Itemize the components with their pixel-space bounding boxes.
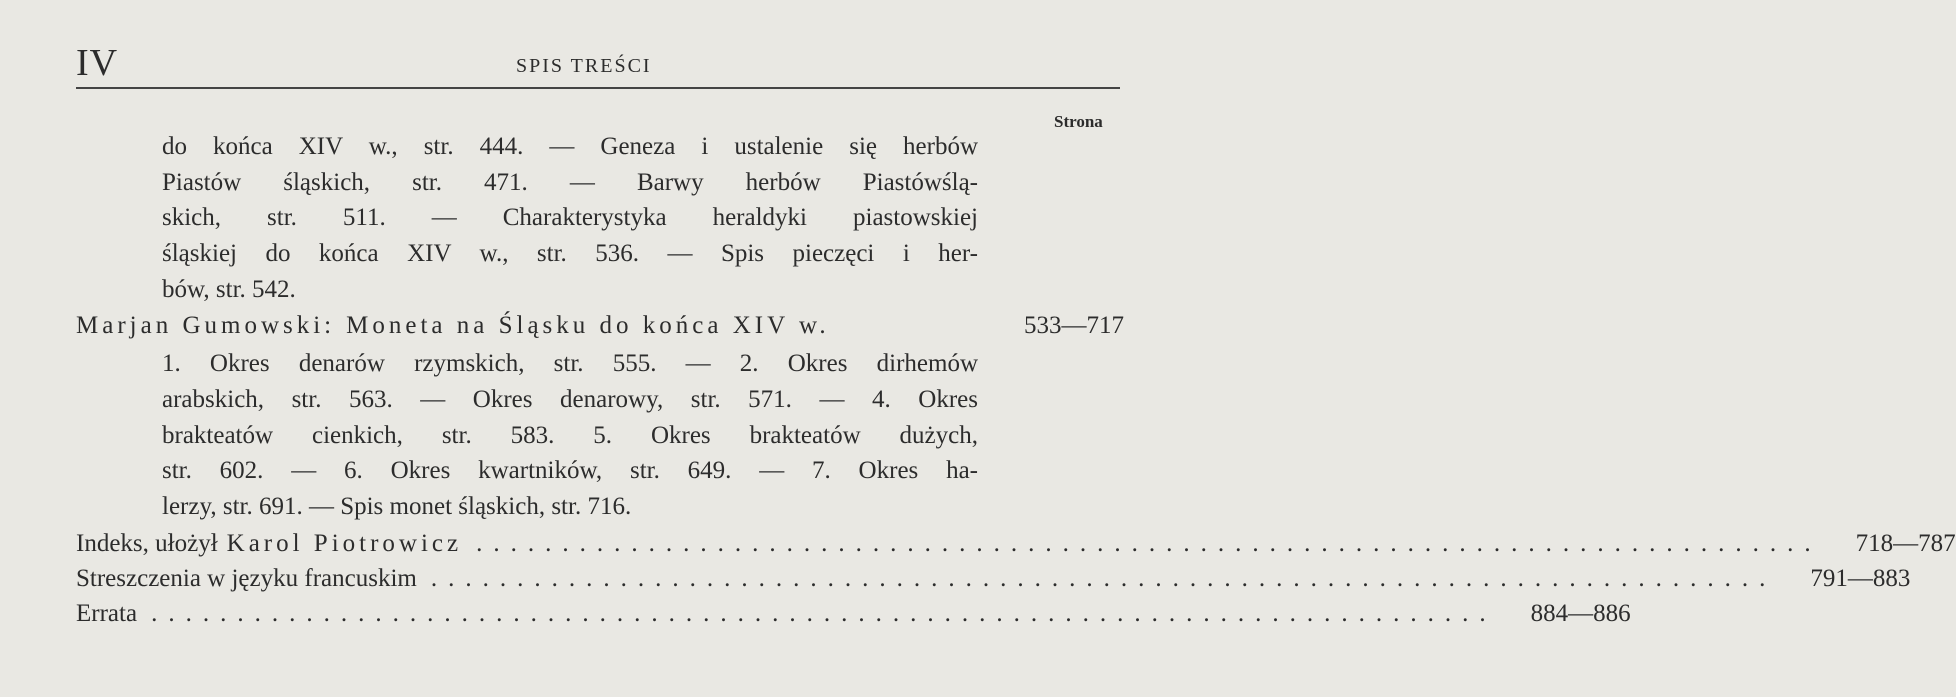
dot-leader: .............................................................................. (430, 565, 1777, 592)
entry-title-name: Karol Piotrowicz (226, 530, 463, 557)
continuation-line: śląskiej do końca XIV w., str. 536. — Spis pieczęci i her- (162, 240, 978, 267)
dot-leader: .............................................................................. (151, 600, 1497, 627)
continuation-line: bów, str. 542. (162, 276, 296, 303)
continuation-line: skich, str. 511. — Charakterystyka heraldyki piastowskiej (162, 204, 978, 231)
toc-entry-errata (76, 600, 1631, 633)
toc-entry-summaries (76, 565, 1911, 598)
entry-pages: 718—787 (1855, 530, 1956, 557)
entry-title: Errata (76, 600, 138, 627)
continuation-line: do końca XIV w., str. 444. — Geneza i ustalenie się herbów (162, 133, 978, 160)
entry-pages: 533—717 (1024, 312, 1124, 339)
entry-detail-line: brakteatów cienkich, str. 583. 5. Okres brakteatów dużych, (162, 422, 978, 449)
header-rule (76, 87, 1120, 89)
toc-entry-gumowski (76, 313, 1124, 345)
dot-leader: .............................................................................. (476, 530, 1822, 557)
continuation-line: Piastów śląskich, str. 471. — Barwy herbów Piastówślą- (162, 169, 978, 196)
entry-pages: 791—883 (1810, 565, 1911, 592)
entry-title: Moneta na Śląsku do końca XIV w. (346, 312, 830, 339)
entry-detail-line: 1. Okres denarów rzymskich, str. 555. — 2. Okres dirhemów (162, 350, 978, 377)
entry-detail-line: lerzy, str. 691. — Spis monet śląskich, str. 716. (162, 493, 632, 520)
running-head: SPIS TREŚCI (516, 55, 652, 77)
entry-detail-line: str. 602. — 6. Okres kwartników, str. 649. — 7. Okres ha- (162, 457, 978, 484)
toc-entry-index (76, 530, 1956, 563)
column-header-page: Strona (1054, 112, 1103, 131)
entry-detail-line: arabskich, str. 563. — Okres denarowy, str. 571. — 4. Okres (162, 386, 978, 413)
entry-author: Marjan Gumowski: (76, 312, 336, 339)
entry-pages: 884—886 (1530, 600, 1631, 627)
entry-title: Streszczenia w języku francuskim (76, 565, 417, 592)
page-number: IV (76, 42, 119, 84)
entry-title: Indeks, ułożył (76, 530, 218, 557)
